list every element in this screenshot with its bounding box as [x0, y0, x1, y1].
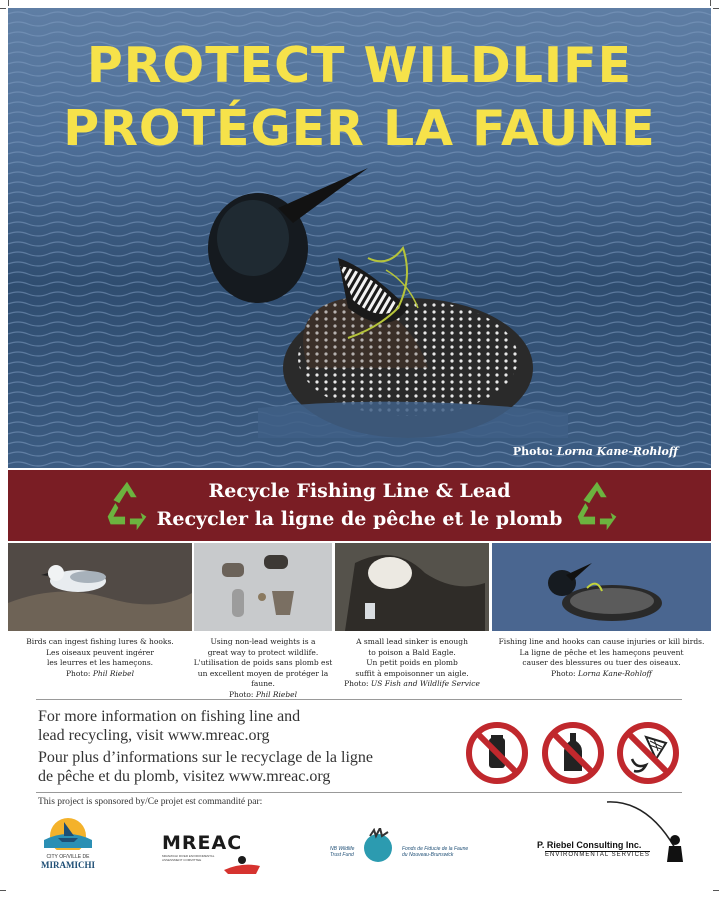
- caption-weights: Using non-lead weights is a great way to protect wildlife. L'utilisation de poids sans plomb est un excellent moyen de protéger la faune. Photo: Phil Riebel: [193, 637, 333, 699]
- miramichi-logo: CITY OF/VILLE DE MIRAMICHI: [34, 814, 102, 864]
- banner-english: Recycle Fishing Line & Lead: [208, 480, 511, 502]
- hero-photo-credit: Photo: Lorna Kane-Rohloff: [512, 445, 678, 458]
- title-french: PROTÉGER LA FAUNE: [63, 100, 656, 157]
- no-litter-icon: [616, 721, 680, 785]
- recycle-banner: [8, 470, 711, 541]
- crop-mark: [710, 0, 711, 6]
- photo-eagle: [335, 543, 489, 631]
- crop-mark: [8, 0, 9, 6]
- crop-mark: [0, 890, 6, 891]
- photo-loon: [492, 543, 711, 631]
- banner-french: Recycler la ligne de pêche et le plomb: [156, 508, 563, 530]
- divider: [36, 699, 682, 700]
- hero-photo: [8, 8, 711, 468]
- info-french: Pour plus d’informations sur le recyclage de la ligne de pêche et du plomb, visitez www.mreac.org: [38, 749, 374, 785]
- title-english: PROTECT WILDLIFE: [86, 37, 633, 94]
- crop-mark: [0, 8, 6, 9]
- photo-gull: [8, 543, 192, 631]
- no-can-icon: [465, 721, 529, 785]
- caption-gull: Birds can ingest fishing lures & hooks. Les oiseaux peuvent ingérer les leurres et les hameçons. Photo: Phil Riebel: [26, 637, 174, 678]
- crop-mark: [713, 8, 719, 9]
- divider: [36, 792, 682, 793]
- caption-loon: Fishing line and hooks can cause injuries or kill birds. La ligne de pêche et les hameçons peuvent causer des blessures ou tuer des oiseaux. Photo: Lorna Kane-Rohloff: [498, 637, 705, 678]
- no-bottle-icon: [541, 721, 605, 785]
- info-english: For more information on fishing line and lead recycling, visit www.mreac.org: [38, 708, 301, 744]
- recycle-icon: [568, 476, 626, 534]
- nb-wildlife-trust-logo: NB Wildlife Trust Fund Fonds de Fiducie de la Faune du Nouveau-Brunswick: [330, 828, 475, 866]
- caption-eagle: A small lead sinker is enough to poison a Bald Eagle. Un petit poids en plomb suffit à empoisonner un aigle. Photo: US Fish and Wildlife Service: [344, 637, 480, 688]
- mreac-logo: MREAC MIRAMICHI RIVER ENVIRONMENTAL ASSESSMENT COMMITTEE: [162, 832, 262, 878]
- riebel-consulting-logo: P. Riebel Consulting Inc. ENVIRONMENTAL SERVICES: [537, 800, 687, 868]
- photo-weights: [194, 543, 332, 631]
- crop-mark: [713, 890, 719, 891]
- sponsor-heading: This project is sponsored by/Ce projet est commandité par:: [38, 797, 263, 807]
